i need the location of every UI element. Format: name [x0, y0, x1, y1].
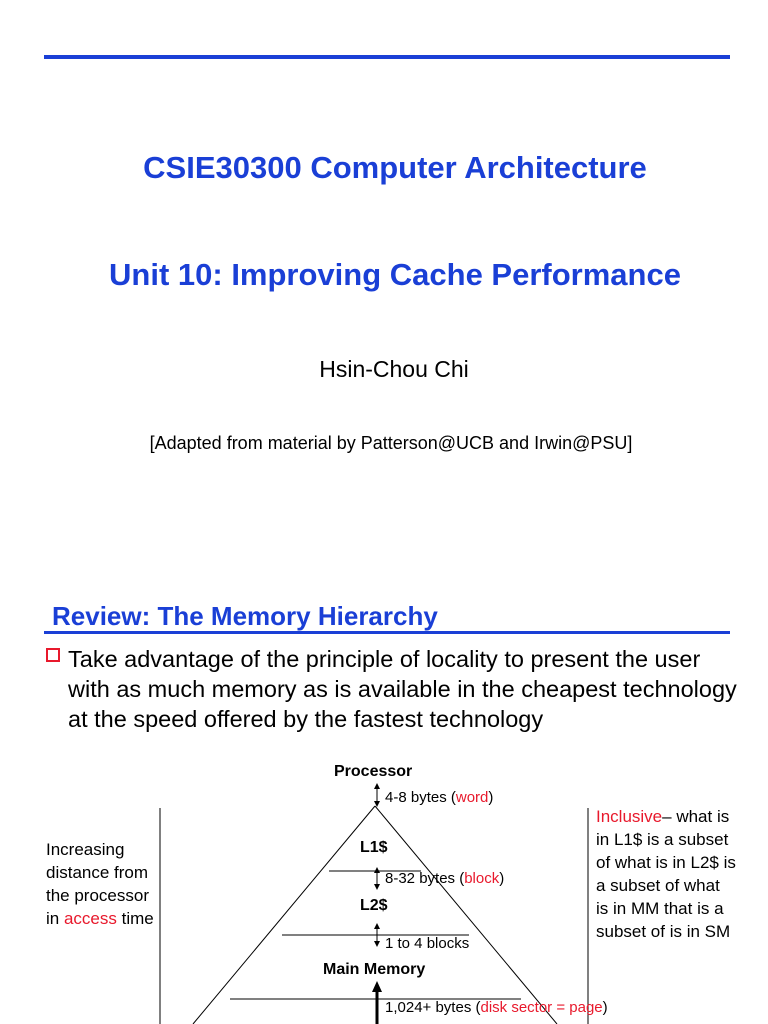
l1-label: L1$: [360, 839, 388, 856]
inclusive-note-text: – what is in L1$ is a subset of what is in L2$ is a subset of what is in MM that is a subset of is in SM: [596, 807, 736, 941]
arrow-icon: [374, 783, 380, 807]
l2-label: L2$: [360, 897, 388, 914]
transfer-label: 8-32 bytes (block): [385, 870, 505, 887]
transfer-label: 1,024+ bytes (disk sector = page): [385, 999, 608, 1016]
adapted-credit: [Adapted from material by Patterson@UCB and Irwin@PSU]: [149, 433, 633, 453]
course-title: CSIE30300 Computer Architecture: [143, 150, 647, 185]
unit-title: Unit 10: Improving Cache Performance: [109, 257, 681, 292]
processor-label: Processor: [334, 763, 413, 780]
distance-note-tail: time: [116, 909, 154, 928]
transfer-label: 1 to 4 blocks: [385, 935, 470, 952]
pyramid-right-edge: [375, 806, 557, 1024]
author-name: Hsin-Chou Chi: [319, 356, 469, 382]
transfer-label: 4-8 bytes (word): [385, 789, 494, 806]
top-rule: [44, 55, 730, 59]
thick-arrow-icon: [372, 981, 382, 1024]
locality-bullet: Take advantage of the principle of locality to present the user with as much memory as is available in the cheapest technology at the speed offered by the fastest technology: [68, 646, 737, 732]
square-bullet-icon: [46, 648, 60, 662]
review-title: Review: The Memory Hierarchy: [52, 601, 438, 631]
inclusive-highlight: Inclusive: [596, 807, 663, 826]
main-memory-label: Main Memory: [323, 961, 426, 978]
arrow-icon: [374, 867, 380, 890]
distance-note-text: Increasing distance from the processor in: [46, 840, 149, 928]
review-title-rule: [44, 631, 730, 634]
memory-pyramid-diagram: [0, 760, 768, 1024]
access-highlight: access: [63, 909, 117, 928]
pyramid-left-edge: [193, 806, 375, 1024]
